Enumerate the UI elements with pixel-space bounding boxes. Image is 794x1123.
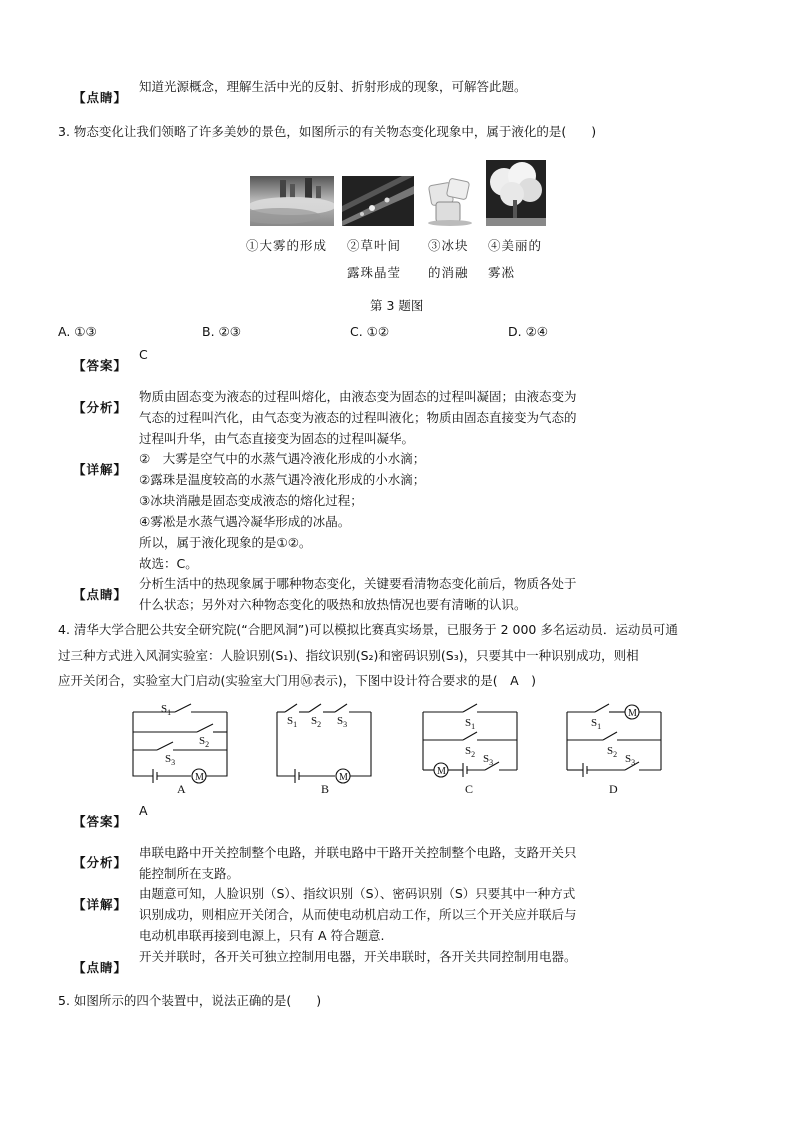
q4-analysis-line: 能控制所在支路。 xyxy=(139,866,240,881)
circuit-d-s2: $S_2$ xyxy=(607,745,618,759)
q4-stem xyxy=(58,617,678,694)
q3-answer-label: 【答案】 xyxy=(73,358,128,373)
circuit-c-s3: $S_3$ xyxy=(483,753,494,767)
q3-detail-label: 【详解】 xyxy=(73,462,128,477)
q3-detail-line: ②露珠是温度较高的水蒸气遇冷液化形成的小水滴； xyxy=(139,472,426,487)
q3-analysis-line: 物质由固态变为液态的过程叫熔化，由液态变为固态的过程叫凝固；由液态变为 xyxy=(139,389,577,404)
q3-detail xyxy=(139,448,425,574)
q4-analysis xyxy=(139,842,577,884)
circuit-b-s2: $S_2$ xyxy=(311,715,322,729)
q4-detail-line: 电动机串联再接到电源上，只有 A 符合题意. xyxy=(139,928,385,943)
circuit-a-name: A xyxy=(177,782,186,796)
q4-answer-label: 【答案】 xyxy=(73,814,128,829)
caption-2-line-2: 露珠晶莹 xyxy=(347,265,402,280)
q3-detail-line: 所以，属于液化现象的是①②。 xyxy=(139,535,312,550)
circuit-d-motor: M xyxy=(628,708,637,719)
q3-option-d: D. ②④ xyxy=(508,324,548,339)
ice-photo xyxy=(422,176,478,226)
q3-detail-line: 故选：C。 xyxy=(139,556,198,571)
circuit-d-name: D xyxy=(609,782,618,796)
caption-1-line-1: ①大雾的形成 xyxy=(246,238,328,253)
circuit-a-s3: $S_3$ xyxy=(165,753,176,767)
circuit-a-s2: $S_2$ xyxy=(199,735,210,749)
circuit-d xyxy=(567,704,661,777)
q3-analysis-line: 气态的过程叫汽化，由气态变为液态的过程叫液化；物质由固态直接变为气态的 xyxy=(139,410,577,425)
caption-4-line-1: ④美丽的 xyxy=(488,238,543,253)
circuit-b-s3: $S_3$ xyxy=(337,715,348,729)
q3-option-c: C. ①② xyxy=(350,324,390,339)
q3-figure-title: 第 3 题图 xyxy=(370,298,424,313)
q3-detail-line: ② 大雾是空气中的水蒸气遇冷液化形成的小水滴； xyxy=(139,451,426,466)
circuit-b-s1: $S_1$ xyxy=(287,715,298,729)
q4-analysis-line: 串联电路中开关控制整个电路，并联电路中干路开关控制整个电路，支路开关只 xyxy=(139,845,577,860)
circuit-a-motor: M xyxy=(195,772,204,783)
caption-4-line-2: 雾凇 xyxy=(488,265,516,280)
q3-analysis-line: 过程叫升华，由气态直接变为固态的过程叫凝华。 xyxy=(139,431,415,446)
q4-dianjing-label: 【点睛】 xyxy=(73,960,128,975)
q4-stem-line: 应开关闭合，实验室大门启动(实验室大门用Ⓜ表示)，下图中设计符合要求的是( A ) xyxy=(58,673,537,688)
q4-stem-line: 过三种方式进入风洞实验室：人脸识别(S₁)、指纹识别(S₂)和密码识别(S₃)，只要其中一种识别成功，则相 xyxy=(58,647,639,663)
q3-dianjing-label: 【点睛】 xyxy=(73,587,128,602)
q3-analysis-label: 【分析】 xyxy=(73,400,128,415)
circuit-d-s3: $S_3$ xyxy=(625,753,636,767)
q3-dianjing-line: 什么状态；另外对六种物态变化的吸热和放热情况也要有清晰的认识。 xyxy=(139,597,527,612)
q3-detail-line: ③冰块消融是固态变成液态的熔化过程； xyxy=(139,493,363,508)
q3-answer: C xyxy=(139,347,148,362)
q4-stem-line: 4. 清华大学合肥公共安全研究院(“合肥风洞”)可以模拟比赛真实场景，已服务于 2 000 多名运动员．运动员可通 xyxy=(58,622,678,637)
dew-photo xyxy=(342,176,414,226)
rime-photo xyxy=(486,160,546,226)
top-dianjing-label: 【点睛】 xyxy=(73,90,128,105)
circuit-c-name: C xyxy=(465,782,474,796)
q4-detail-label: 【详解】 xyxy=(73,897,128,912)
q3-dianjing xyxy=(139,573,577,615)
q4-analysis-label: 【分析】 xyxy=(73,855,128,870)
circuit-d-s1: $S_1$ xyxy=(591,717,602,731)
circuit-a-s1: $S_1$ xyxy=(161,703,172,717)
q4-dianjing: 开关并联时，各开关可独立控制用电器，开关串联时，各开关共同控制用电器。 xyxy=(139,949,577,964)
q4-detail xyxy=(139,883,577,946)
caption-3-line-1: ③冰块 xyxy=(428,238,469,253)
q3-option-a: A. ①③ xyxy=(58,324,97,339)
circuit-a xyxy=(133,704,227,783)
q3-dianjing-line: 分析生活中的热现象属于哪种物态变化，关键要看清物态变化前后，物质各处于 xyxy=(139,576,577,591)
q3-detail-line: ④雾凇是水蒸气遇冷凝华形成的冰晶。 xyxy=(139,514,351,529)
q3-analysis xyxy=(139,386,577,449)
circuit-b-name: B xyxy=(321,782,330,796)
circuit-c-s2: $S_2$ xyxy=(465,745,476,759)
q5-stem: 5. 如图所示的四个装置中，说法正确的是( ) xyxy=(58,993,322,1008)
q4-circuit-figure xyxy=(125,700,665,800)
q4-detail-line: 识别成功，则相应开关闭合，从而使电动机启动工作，所以三个开关应并联后与 xyxy=(139,907,577,922)
circuit-c-s1: $S_1$ xyxy=(465,717,476,731)
fog-photo xyxy=(250,176,334,226)
q3-option-b: B. ②③ xyxy=(202,324,241,339)
q3-stem: 3. 物态变化让我们领略了许多美妙的景色，如图所示的有关物态变化现象中，属于液化的是( ) xyxy=(58,124,597,139)
circuit-c-motor: M xyxy=(437,766,446,777)
caption-3-line-2: 的消融 xyxy=(428,265,469,280)
caption-2-line-1: ②草叶间 xyxy=(347,238,402,253)
circuit-b-motor: M xyxy=(339,772,348,783)
top-dianjing-text: 知道光源概念，理解生活中光的反射、折射形成的现象，可解答此题。 xyxy=(139,79,527,94)
q4-detail-line: 由题意可知，人脸识别（S）、指纹识别（S）、密码识别（S）只要其中一种方式 xyxy=(139,886,576,901)
q4-answer: A xyxy=(139,803,148,818)
